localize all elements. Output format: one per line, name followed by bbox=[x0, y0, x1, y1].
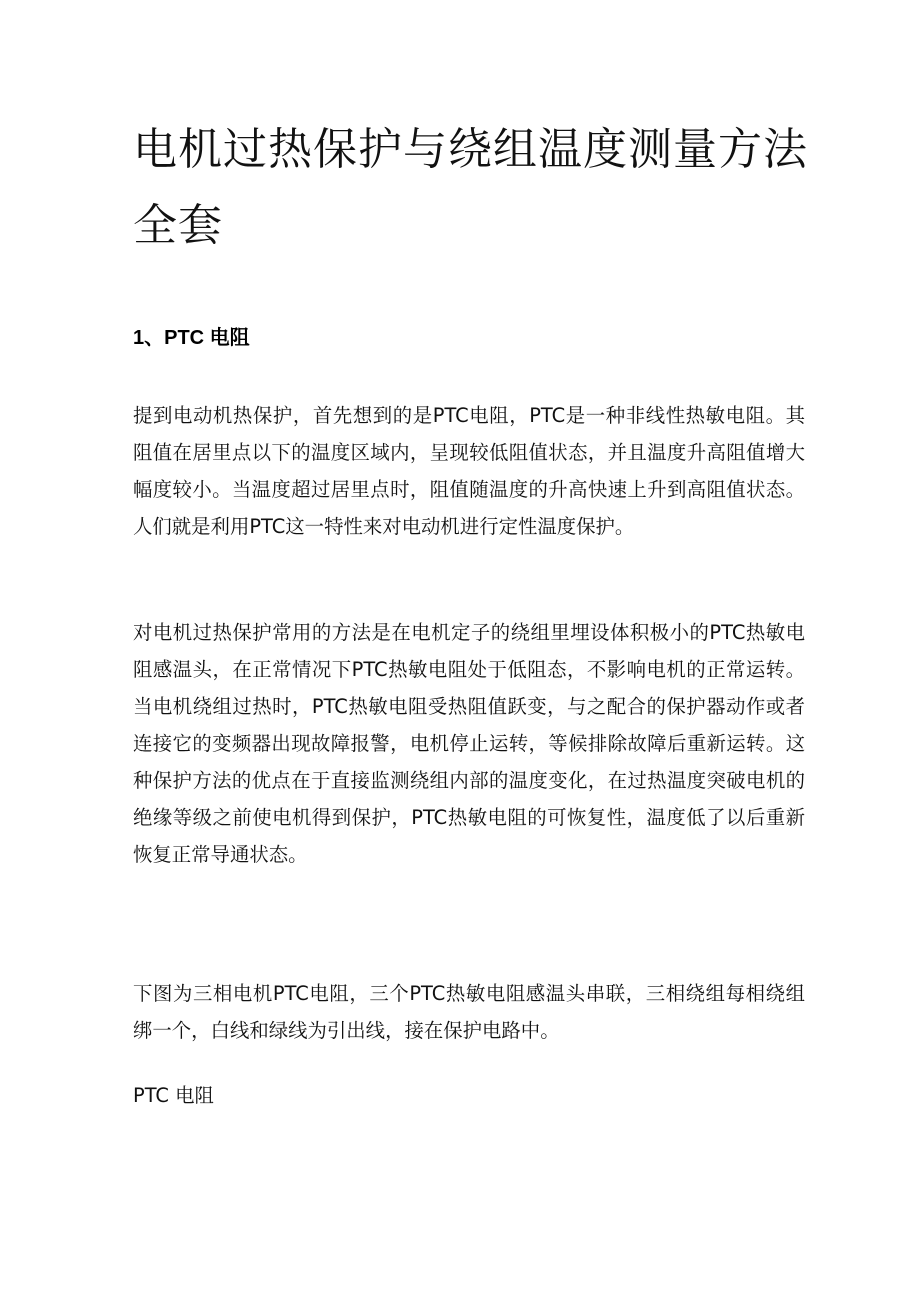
paragraph-ptc-protection-method: 对电机过热保护常用的方法是在电机定子的绕组里埋设体积极小的PTC热敏电阻感温头，在正常情况下PTC热敏电阻处于低阻态，不影响电机的正常运转。当电机绕组过热时，PTC热敏电阻受热阻值跃变，与之配合的保护器动作或者连接它的变频器出现故障报警，电机停止运转，等候排除故障后重新运转。这种保护方法的优点在于直接监测绕组内部的温度变化，在过热温度突破电机的绝缘等级之前使电机得到保护，PTC热敏电阻的可恢复性，温度低了以后重新恢复正常导通状态。 bbox=[133, 621, 805, 866]
figure-caption: PTC 电阻 bbox=[133, 1084, 214, 1107]
paragraph-three-phase-ptc: 下图为三相电机PTC电阻，三个PTC热敏电阻感温头串联，三相绕组每相绕组绑一个，白线和绿线为引出线，接在保护电路中。 bbox=[133, 982, 805, 1042]
paragraph-ptc-intro: 提到电动机热保护，首先想到的是PTC电阻，PTC是一种非线性热敏电阻。其阻值在居里点以下的温度区域内，呈现较低阻值状态，并且温度升高阻值增大幅度较小。当温度超过居里点时，阻值随温度的升高快速上升到高阻值状态。人们就是利用PTC这一特性来对电动机进行定性温度保护。 bbox=[133, 404, 805, 538]
section-heading: 1、PTC 电阻 bbox=[133, 327, 250, 349]
document-title: 电机过热保护与绕组温度测量方法全套 bbox=[133, 124, 808, 251]
